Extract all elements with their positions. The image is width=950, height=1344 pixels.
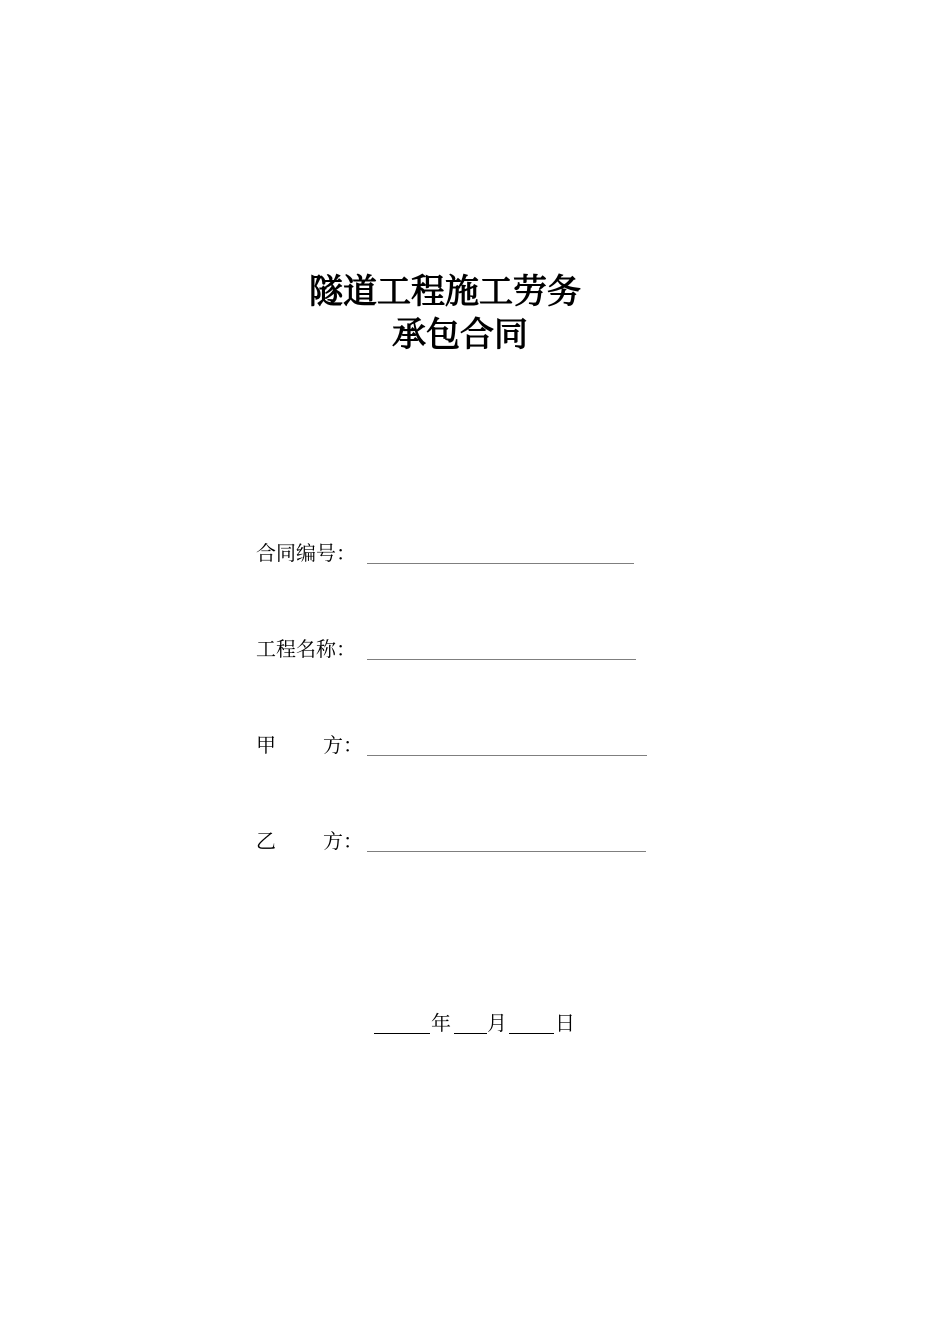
party-a-label-suffix: 方： (323, 733, 363, 757)
party-a-blank-line (367, 755, 647, 756)
party-b-label-char: 乙 (256, 829, 276, 853)
project-name-label: 工程名称： (256, 637, 356, 661)
contract-number-blank-line (367, 563, 634, 564)
party-a-field (256, 732, 656, 762)
year-blank (374, 1033, 430, 1034)
contract-number-label: 合同编号： (256, 541, 356, 565)
month-label: 月 (487, 1011, 507, 1035)
month-blank (454, 1033, 487, 1034)
party-b-label-suffix: 方： (323, 829, 363, 853)
day-blank (509, 1033, 554, 1034)
day-label: 日 (555, 1011, 575, 1035)
party-a-label-char: 甲 (256, 733, 276, 757)
year-label: 年 (431, 1011, 451, 1035)
project-name-blank-line (367, 659, 636, 660)
document-title-line-2: 承包合同 (392, 315, 528, 355)
date-line (374, 1010, 594, 1040)
project-name-field (256, 636, 656, 666)
party-b-field (256, 828, 656, 858)
document-title-line-1: 隧道工程施工劳务 (309, 272, 581, 312)
contract-number-field (256, 540, 656, 570)
party-b-blank-line (367, 851, 646, 852)
